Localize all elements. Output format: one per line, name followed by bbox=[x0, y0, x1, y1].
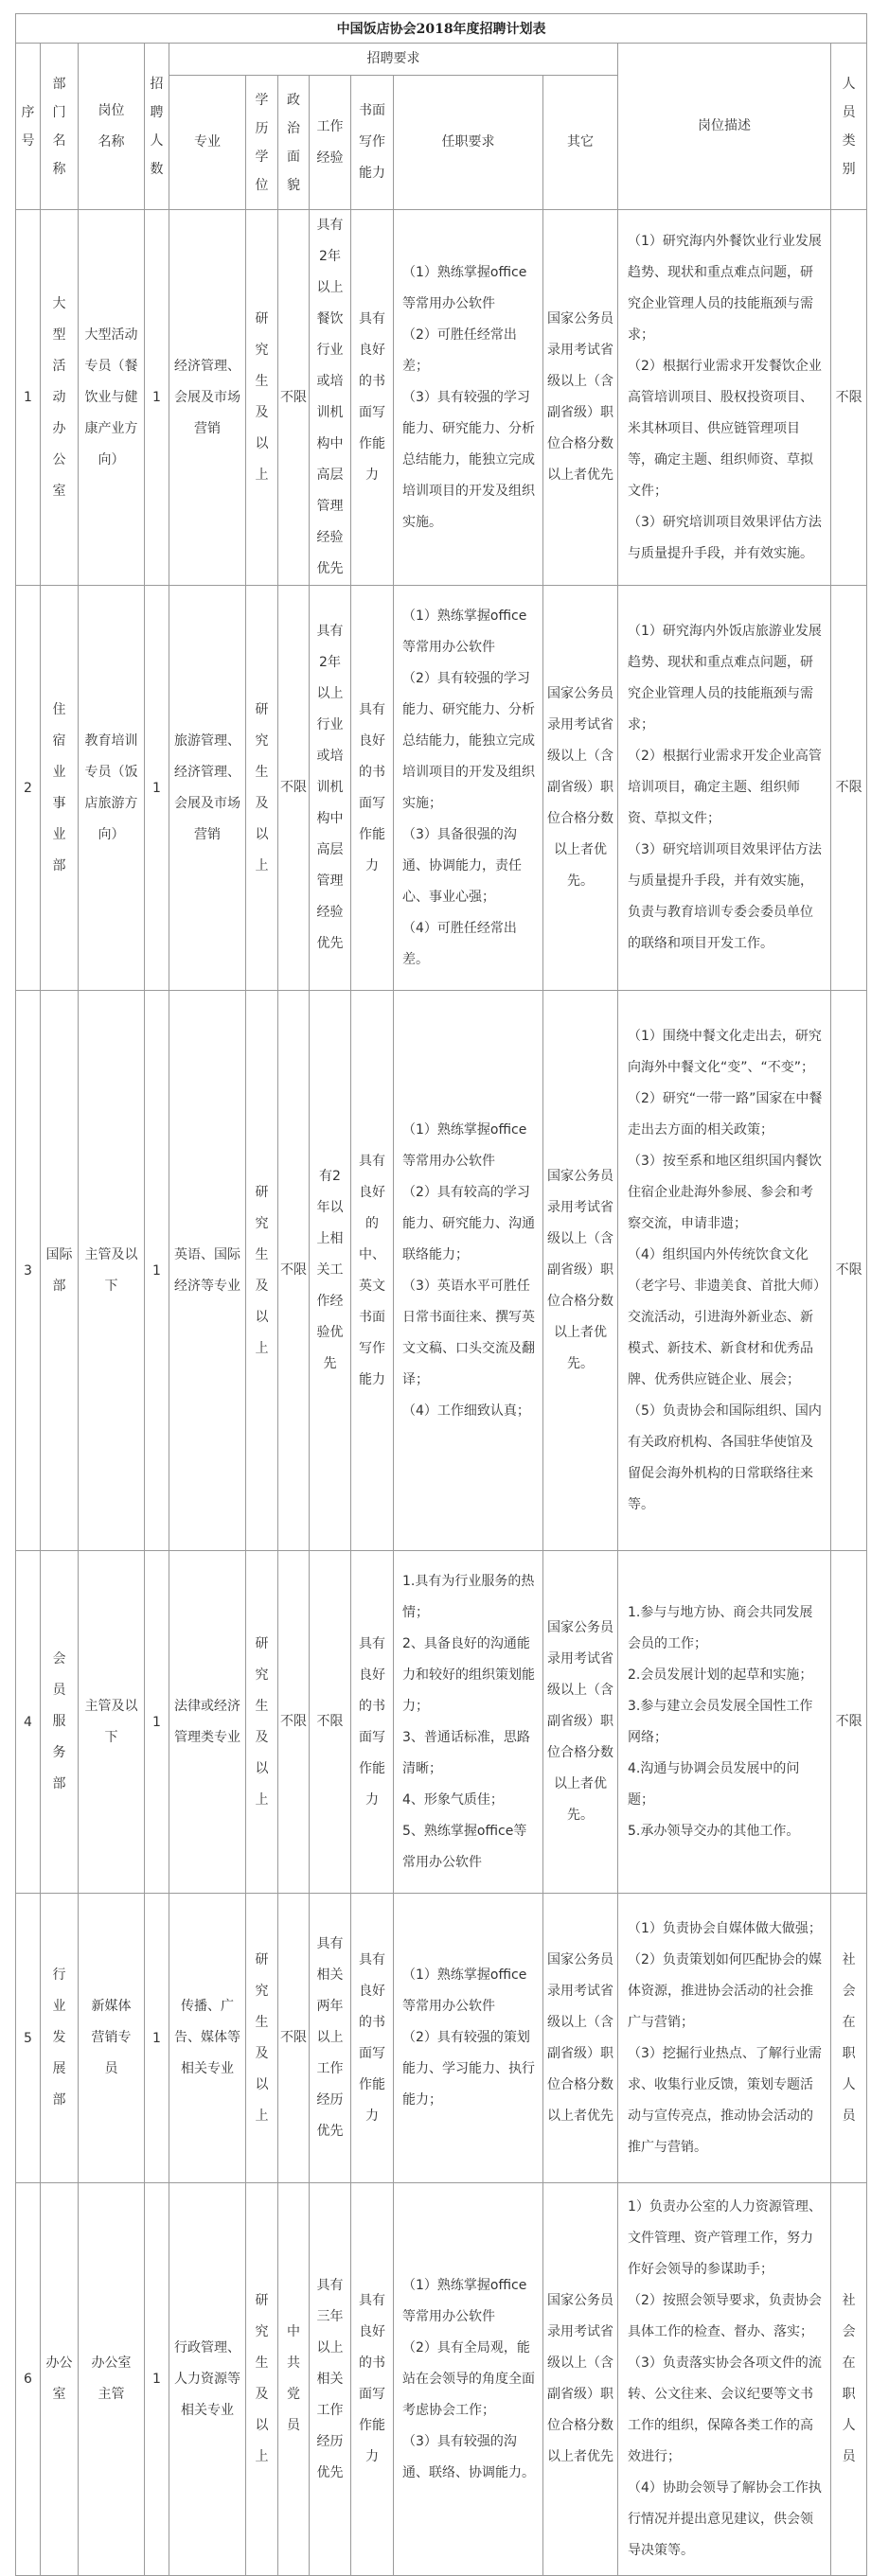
cell-count: 1 bbox=[145, 1551, 169, 1894]
cell-experience: 具有2年以上餐饮行业或培训机构中高层管理经验优先 bbox=[310, 210, 351, 586]
description-item: （4）协助会领导了解协会工作执行情况并提出意见建议，供会领导决策等。 bbox=[628, 2480, 822, 2558]
description-item: （2）负责策划如何匹配协会的媒体资源，推进协会活动的社会推广与营销； bbox=[628, 1951, 822, 2030]
cell-experience: 有2年以上相关工作经验优先 bbox=[310, 991, 351, 1551]
cell-degree: 研究生及以上 bbox=[246, 586, 278, 991]
recruitment-sheet bbox=[15, 13, 862, 2576]
description-item: （2）按照会领导要求，负责协会具体工作的检查、督办、落实； bbox=[628, 2293, 822, 2339]
cell-seq: 1 bbox=[16, 210, 41, 586]
cell-requirements bbox=[394, 586, 543, 991]
header-category: 人员类别 bbox=[831, 44, 867, 210]
requirement-item: （2）具有较强的学习能力、研究能力、分析总结能力，能独立完成培训项目的开发及组织实施； bbox=[402, 670, 535, 811]
cell-writing: 具有良好的书面写作能力 bbox=[351, 1894, 394, 2183]
cell-requirements bbox=[394, 1551, 543, 1894]
cell-dept: 行业发展部 bbox=[41, 1894, 79, 2183]
description-item: （5）负责协会和国际组织、国内有关政府机构、各国驻华使馆及留促会海外机构的日常联络往来等。 bbox=[628, 1403, 822, 1512]
description-item: 1）负责办公室的人力资源管理、文件管理、资产管理工作，努力作好会领导的参谋助手； bbox=[628, 2199, 822, 2277]
requirement-item: （1）熟练掌握office等常用办公软件 bbox=[402, 264, 527, 311]
cell-description bbox=[618, 1551, 831, 1894]
cell-politics: 不限 bbox=[278, 991, 310, 1551]
cell-major: 行政管理、人力资源等相关专业 bbox=[169, 2183, 246, 2576]
header-position: 岗位名称 bbox=[79, 44, 145, 210]
requirement-item: （2）具有全局观，能站在会领导的角度全面考虑协会工作； bbox=[402, 2339, 535, 2418]
cell-category: 社会在职人员 bbox=[831, 2183, 867, 2576]
requirement-item: （1）熟练掌握office等常用办公软件 bbox=[402, 1121, 527, 1169]
description-item: （2）研究“一带一路”国家在中餐走出去方面的相关政策； bbox=[628, 1090, 823, 1138]
header-other: 其它 bbox=[543, 76, 618, 210]
header-seq: 序号 bbox=[16, 44, 41, 210]
cell-other: 国家公务员录用考试省级以上（含副省级）职位合格分数以上者优先。 bbox=[543, 1551, 618, 1894]
cell-major: 经济管理、会展及市场营销 bbox=[169, 210, 246, 586]
requirement-item: （3）具备很强的沟通、协调能力，责任心、事业心强； bbox=[402, 826, 522, 905]
requirement-item: （3）具有较强的学习能力、研究能力、分析总结能力，能独立完成培训项目的开发及组织实施。 bbox=[402, 389, 535, 530]
cell-experience: 具有相关两年以上工作经历优先 bbox=[310, 1894, 351, 2183]
header-row-1 bbox=[16, 44, 867, 76]
header-req-group: 招聘要求 bbox=[169, 44, 618, 76]
cell-position: 办公室主管 bbox=[79, 2183, 145, 2576]
cell-degree: 研究生及以上 bbox=[246, 991, 278, 1551]
requirement-item: （1）熟练掌握office等常用办公软件 bbox=[402, 608, 527, 655]
cell-seq: 2 bbox=[16, 586, 41, 991]
table-row bbox=[16, 991, 867, 1551]
cell-requirements bbox=[394, 2183, 543, 2576]
cell-seq: 4 bbox=[16, 1551, 41, 1894]
cell-dept: 大型活动办公室 bbox=[41, 210, 79, 586]
header-major: 专业 bbox=[169, 76, 246, 210]
cell-requirements bbox=[394, 1894, 543, 2183]
cell-category: 不限 bbox=[831, 991, 867, 1551]
cell-writing: 具有良好的书面写作能力 bbox=[351, 2183, 394, 2576]
requirement-item: （2）可胜任经常出差； bbox=[402, 326, 517, 374]
table-title: 中国饭店协会2018年度招聘计划表 bbox=[16, 14, 867, 44]
cell-degree: 研究生及以上 bbox=[246, 1551, 278, 1894]
cell-description bbox=[618, 991, 831, 1551]
description-item: （1）研究海内外餐饮业行业发展趋势、现状和重点难点问题，研究企业管理人员的技能瓶颈与需求； bbox=[628, 233, 822, 343]
requirement-item: （1）熟练掌握office等常用办公软件 bbox=[402, 1967, 527, 2014]
description-item: （1）研究海内外饭店旅游业发展趋势、现状和重点难点问题，研究企业管理人员的技能瓶颈与需求； bbox=[628, 624, 822, 732]
description-item: （3）挖掘行业热点、了解行业需求、收集行业反馈，策划专题活动与宣传亮点，推动协会活动的推广与营销。 bbox=[628, 2045, 822, 2155]
header-politics: 政治面貌 bbox=[278, 76, 310, 210]
description-item: （1）负责协会自媒体做大做强； bbox=[628, 1920, 822, 1936]
description-item: （3）按至系和地区组织国内餐饮住宿企业赴海外参展、参会和考察交流，申请非遗； bbox=[628, 1153, 822, 1231]
description-item: 1.参与与地方协、商会共同发展会员的工作； bbox=[628, 1604, 813, 1651]
cell-writing: 具有良好的书面写作能力 bbox=[351, 210, 394, 586]
requirement-item: （2）具有较强的策划能力、学习能力、执行能力； bbox=[402, 2030, 535, 2108]
cell-writing: 具有良好的书面写作能力 bbox=[351, 1551, 394, 1894]
cell-major: 传播、广告、媒体等相关专业 bbox=[169, 1894, 246, 2183]
header-degree: 学历学位 bbox=[246, 76, 278, 210]
table-row bbox=[16, 2183, 867, 2576]
cell-position: 新媒体营销专员 bbox=[79, 1894, 145, 2183]
cell-dept: 住宿业事业部 bbox=[41, 586, 79, 991]
cell-other: 国家公务员录用考试省级以上（含副省级）职位合格分数以上者优先。 bbox=[543, 586, 618, 991]
description-item: 4.沟通与协调会员发展中的问题； bbox=[628, 1760, 800, 1808]
cell-other: 国家公务员录用考试省级以上（含副省级）职位合格分数以上者优先 bbox=[543, 210, 618, 586]
cell-other: 国家公务员录用考试省级以上（含副省级）职位合格分数以上者优先 bbox=[543, 1894, 618, 2183]
title-row bbox=[16, 14, 867, 44]
cell-experience: 不限 bbox=[310, 1551, 351, 1894]
requirement-item: （1）熟练掌握office等常用办公软件 bbox=[402, 2277, 527, 2324]
cell-major: 法律或经济管理类专业 bbox=[169, 1551, 246, 1894]
cell-count: 1 bbox=[145, 586, 169, 991]
requirement-item: 5、熟练掌握office等常用办公软件 bbox=[402, 1823, 527, 1870]
cell-degree: 研究生及以上 bbox=[246, 2183, 278, 2576]
cell-politics: 不限 bbox=[278, 1551, 310, 1894]
cell-description bbox=[618, 2183, 831, 2576]
cell-major: 英语、国际经济等专业 bbox=[169, 991, 246, 1551]
cell-politics: 不限 bbox=[278, 586, 310, 991]
table-row bbox=[16, 586, 867, 991]
header-count: 招聘人数 bbox=[145, 44, 169, 210]
cell-experience: 具有2年以上行业或培训机构中高层管理经验优先 bbox=[310, 586, 351, 991]
cell-other: 国家公务员录用考试省级以上（含副省级）职位合格分数以上者优先 bbox=[543, 2183, 618, 2576]
header-dept: 部门名称 bbox=[41, 44, 79, 210]
header-writing: 书面写作能力 bbox=[351, 76, 394, 210]
cell-requirements bbox=[394, 991, 543, 1551]
cell-description bbox=[618, 586, 831, 991]
header-desc: 岗位描述 bbox=[618, 44, 831, 210]
requirement-item: 4、形象气质佳； bbox=[402, 1791, 504, 1808]
cell-seq: 6 bbox=[16, 2183, 41, 2576]
description-item: （4）组织国内外传统饮食文化（老字号、非遗美食、首批大师）交流活动，引进海外新业态、新模式、新技术、新食材和优秀品牌、优秀供应链企业、展会； bbox=[628, 1246, 820, 1387]
requirement-item: （3）具有较强的沟通、联络、协调能力。 bbox=[402, 2433, 535, 2480]
header-duties-req: 任职要求 bbox=[394, 76, 543, 210]
description-item: 5.承办领导交办的其他工作。 bbox=[628, 1823, 800, 1839]
cell-writing: 具有良好的书面写作能力 bbox=[351, 586, 394, 991]
cell-category: 不限 bbox=[831, 1551, 867, 1894]
cell-count: 1 bbox=[145, 210, 169, 586]
table-row bbox=[16, 1894, 867, 2183]
requirement-item: 2、具备良好的沟通能力和较好的组织策划能力； bbox=[402, 1635, 535, 1714]
cell-count: 1 bbox=[145, 2183, 169, 2576]
cell-description bbox=[618, 210, 831, 586]
description-item: 3.参与建立会员发展全国性工作网络； bbox=[628, 1698, 813, 1745]
cell-position: 教育培训专员（饭店旅游方向） bbox=[79, 586, 145, 991]
cell-position: 主管及以下 bbox=[79, 991, 145, 1551]
cell-other: 国家公务员录用考试省级以上（含副省级）职位合格分数以上者优先。 bbox=[543, 991, 618, 1551]
requirement-item: （2）具有较高的学习能力、研究能力、沟通联络能力； bbox=[402, 1184, 535, 1262]
cell-experience: 具有三年以上相关工作经历优先 bbox=[310, 2183, 351, 2576]
description-item: （3）负责落实协会各项文件的流转、公文往来、会议纪要等文书工作的组织，保障各类工作的高效进行； bbox=[628, 2355, 822, 2464]
requirement-item: （4）工作细致认真； bbox=[402, 1403, 530, 1419]
table-row bbox=[16, 1551, 867, 1894]
cell-description bbox=[618, 1894, 831, 2183]
cell-seq: 5 bbox=[16, 1894, 41, 2183]
cell-count: 1 bbox=[145, 991, 169, 1551]
header-experience: 工作经验 bbox=[310, 76, 351, 210]
cell-dept: 会员服务部 bbox=[41, 1551, 79, 1894]
cell-category: 不限 bbox=[831, 210, 867, 586]
cell-position: 大型活动专员（餐饮业与健康产业方向） bbox=[79, 210, 145, 586]
recruitment-table bbox=[15, 13, 867, 2576]
cell-writing: 具有良好的中、英文书面写作能力 bbox=[351, 991, 394, 1551]
description-item: （1）围绕中餐文化走出去，研究向海外中餐文化“变”、“不变”； bbox=[628, 1028, 822, 1075]
cell-category: 社会在职人员 bbox=[831, 1894, 867, 2183]
requirement-item: 1.具有为行业服务的热情； bbox=[402, 1573, 535, 1620]
cell-degree: 研究生及以上 bbox=[246, 1894, 278, 2183]
table-row bbox=[16, 210, 867, 586]
cell-politics: 不限 bbox=[278, 210, 310, 586]
requirement-item: （3）英语水平可胜任日常书面往来、撰写英文文稿、口头交流及翻译； bbox=[402, 1278, 535, 1387]
requirement-item: （4）可胜任经常出差。 bbox=[402, 920, 517, 967]
description-item: （2）根据行业需求开发餐饮企业高管培训项目、股权投资项目、米其林项目、供应链管理项目等，确定主题、组织师资、草拟文件； bbox=[628, 358, 822, 499]
cell-degree: 研究生及以上 bbox=[246, 210, 278, 586]
cell-count: 1 bbox=[145, 1894, 169, 2183]
requirement-item: 3、普通话标准，思路清晰； bbox=[402, 1729, 530, 1776]
cell-requirements bbox=[394, 210, 543, 586]
description-item: （2）根据行业需求开发企业高管培训项目，确定主题、组织师资、草拟文件； bbox=[628, 749, 822, 826]
cell-dept: 国际部 bbox=[41, 991, 79, 1551]
cell-politics: 中共党员 bbox=[278, 2183, 310, 2576]
cell-category: 不限 bbox=[831, 586, 867, 991]
cell-dept: 办公室 bbox=[41, 2183, 79, 2576]
cell-position: 主管及以下 bbox=[79, 1551, 145, 1894]
cell-seq: 3 bbox=[16, 991, 41, 1551]
cell-major: 旅游管理、经济管理、会展及市场营销 bbox=[169, 586, 246, 991]
description-item: 2.会员发展计划的起草和实施； bbox=[628, 1667, 813, 1683]
description-item: （3）研究培训项目效果评估方法与质量提升手段，并有效实施，负责与教育培训专委会委员单位的联络和项目开发工作。 bbox=[628, 842, 822, 951]
cell-politics: 不限 bbox=[278, 1894, 310, 2183]
description-item: （3）研究培训项目效果评估方法与质量提升手段，并有效实施。 bbox=[628, 514, 822, 561]
